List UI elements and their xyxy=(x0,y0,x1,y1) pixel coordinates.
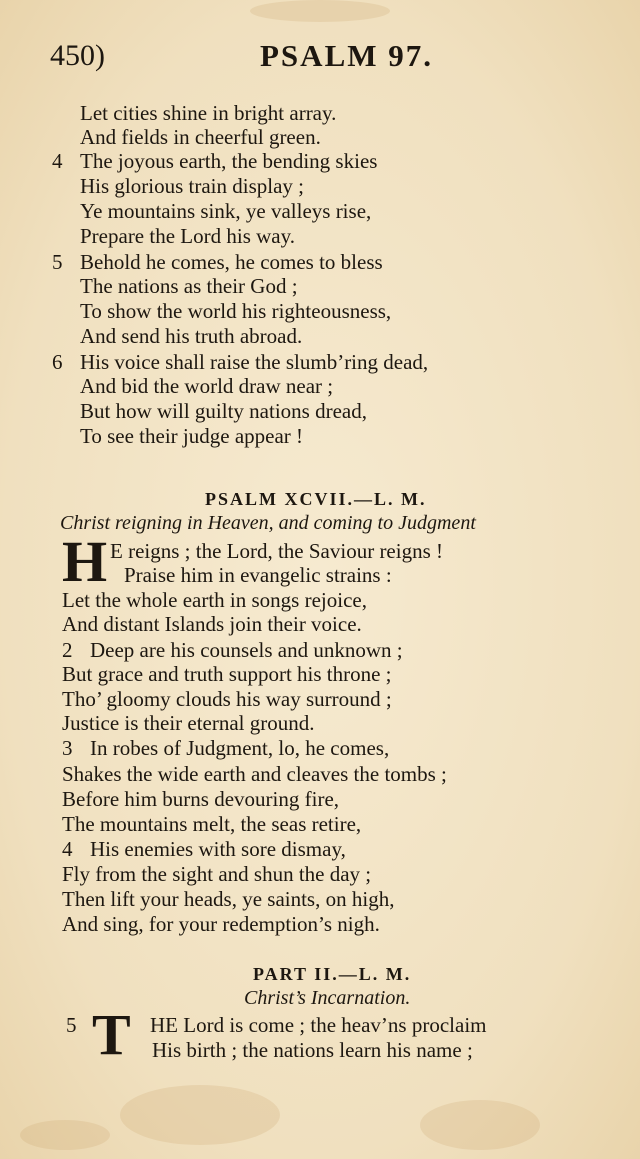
dropcap-t: T xyxy=(92,1002,131,1067)
verse-line: Fly from the sight and shun the day ; xyxy=(62,862,372,886)
page-number: 450) xyxy=(50,39,105,72)
verse-line: The mountains melt, the seas retire, xyxy=(62,812,362,836)
running-head xyxy=(50,36,610,76)
verse-line: Let cities shine in bright array. xyxy=(80,101,337,125)
verse-line: 5 Behold he comes, he comes to bless xyxy=(52,250,383,274)
verse-line: Ye mountains sink, ye valleys rise, xyxy=(80,199,372,223)
verse-line: E reigns ; the Lord, the Saviour reigns ! xyxy=(110,539,444,563)
verse-line: Justice is their eternal ground. xyxy=(62,711,315,735)
verse-line: And send his truth abroad. xyxy=(80,324,303,348)
verse-line: The nations as their God ; xyxy=(80,274,298,298)
part2-subtitle: Christ’s Incarnation. xyxy=(244,987,411,1009)
verse-line: His glorious train display ; xyxy=(80,174,304,198)
verse-line: 2 Deep are his counsels and unknown ; xyxy=(62,638,403,662)
verse-line: Before him burns devouring fire, xyxy=(62,787,340,811)
verse-line: Let the whole earth in songs rejoice, xyxy=(62,588,367,612)
verse-line: Tho’ gloomy clouds his way surround ; xyxy=(62,687,392,711)
verse-line: Then lift your heads, ye saints, on high, xyxy=(62,887,395,911)
verse-line: And fields in cheerful green. xyxy=(80,125,321,149)
verse-line: 4 The joyous earth, the bending skies xyxy=(52,149,378,173)
dropcap-h: H xyxy=(62,529,108,594)
verse-line: But grace and truth support his throne ; xyxy=(62,662,392,686)
verse-line: 4 His enemies with sore dismay, xyxy=(62,837,346,861)
verse-line: Praise him in evangelic strains : xyxy=(124,563,392,587)
part2-title: PART II.—L. M. xyxy=(253,964,412,984)
verse-line: Shakes the wide earth and cleaves the tombs ; xyxy=(62,762,447,786)
psalm97-title: PSALM XCVII.—L. M. xyxy=(205,489,427,509)
verse-line: HE Lord is come ; the heav’ns proclaim xyxy=(150,1013,487,1037)
verse-line: But how will guilty nations dread, xyxy=(80,399,367,423)
verse-line: Prepare the Lord his way. xyxy=(80,224,295,248)
verse-number: 5 xyxy=(66,1013,77,1037)
verse-line: His birth ; the nations learn his name ; xyxy=(152,1038,473,1062)
page-title: PSALM 97. xyxy=(260,38,433,73)
verse-line: To show the world his righteousness, xyxy=(80,299,392,323)
psalm97-subtitle: Christ reigning in Heaven, and coming to Judgment xyxy=(60,512,476,534)
verse-line: And distant Islands join their voice. xyxy=(62,612,362,636)
verse-line: And sing, for your redemption’s nigh. xyxy=(62,912,380,936)
verse-line: To see their judge appear ! xyxy=(80,424,304,448)
verse-line: And bid the world draw near ; xyxy=(80,374,334,398)
verse-line: 3 In robes of Judgment, lo, he comes, xyxy=(62,736,390,760)
verse-line: 6 His voice shall raise the slumb’ring dead, xyxy=(52,350,429,374)
